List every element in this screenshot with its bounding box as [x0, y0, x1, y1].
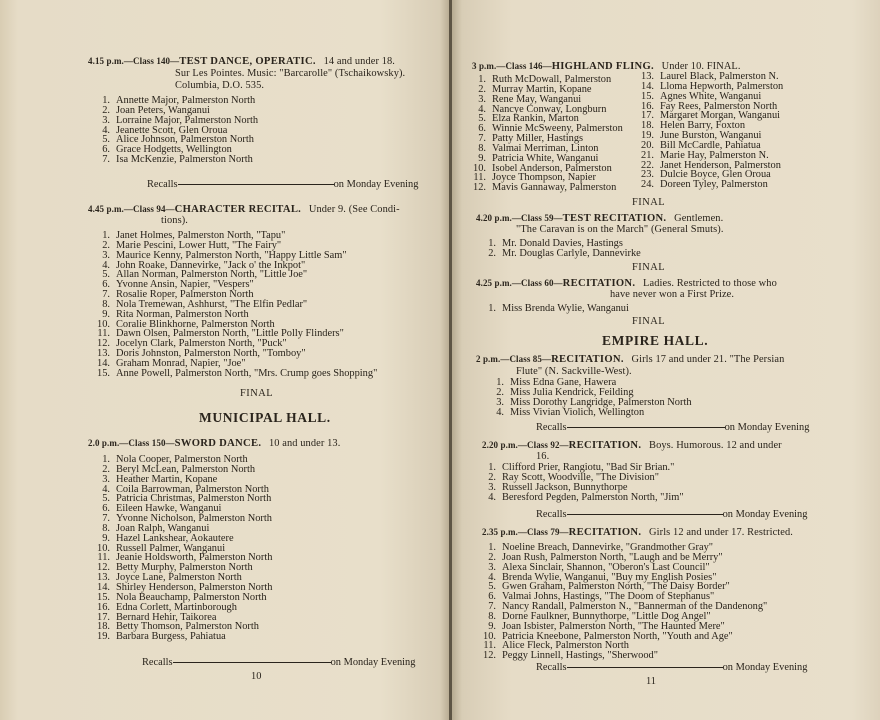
- entrant-name: Laurel Black, Palmerston N.: [660, 71, 779, 82]
- entrant-number: 15.: [641, 90, 654, 102]
- entrant-name: Peggy Linnell, Hastings, "Sherwood": [502, 650, 658, 662]
- entrant-number: 3.: [102, 249, 110, 261]
- class-92-title: RECITATION.: [568, 440, 642, 451]
- entrant-number: 3.: [478, 93, 486, 105]
- entrant-name: Patricia White, Wanganui: [492, 152, 599, 164]
- recalls-time: on Monday Evening: [722, 509, 808, 520]
- entrant-name: Winnie McSweeny, Palmerston: [492, 123, 623, 135]
- entrant-number: 14.: [97, 581, 110, 593]
- entrant-number: 5.: [102, 134, 110, 146]
- entrant-name: June Burston, Wanganui: [660, 130, 762, 142]
- entrant-name: Valmai Merriman, Linton: [492, 142, 599, 154]
- entrant-list-item: [88, 369, 377, 379]
- entrant-name: Joan Ralph, Wanganui: [116, 522, 210, 534]
- entrant-number: 22.: [641, 159, 654, 171]
- entrant-name: Miss Julia Kendrick, Feilding: [510, 386, 634, 398]
- entrant-number: 24.: [641, 179, 654, 191]
- class-85-header: [476, 354, 784, 365]
- entrant-name: Lorraine Major, Palmerston North: [116, 114, 259, 126]
- entrant-number: 4.: [102, 483, 110, 495]
- entrant-name: Patricia Christmas, Palmerston North: [116, 493, 272, 505]
- entrant-number: 7.: [478, 133, 486, 145]
- entrant-number: 23.: [641, 169, 654, 181]
- recalls-time: on Monday Evening: [330, 657, 416, 668]
- class-150-recalls: [142, 657, 415, 668]
- entrant-name: Margaret Morgan, Wanganui: [660, 110, 781, 122]
- entrant-number: 1.: [488, 303, 496, 314]
- class-60-title: RECITATION.: [562, 278, 636, 289]
- entrant-name: Patty Miller, Hastings: [492, 133, 584, 145]
- entrant-name: Betty Murphy, Palmerston North: [116, 562, 253, 574]
- entrant-name: Doreen Tyley, Palmerston: [660, 179, 768, 191]
- entrant-number: 19.: [97, 631, 110, 643]
- recalls-label: Recalls: [536, 422, 567, 433]
- entrant-name: Nola Tremewan, Ashhurst, "The Elfin Pedlar": [116, 298, 308, 310]
- class-140-header: [88, 56, 395, 67]
- entrant-name: Agnes White, Wanganui: [660, 90, 762, 102]
- class-79-conditions: Girls 12 and under 17. Restricted.: [649, 527, 793, 538]
- entrant-number: 7.: [102, 154, 110, 166]
- entrant-name: Beryl McLean, Palmerston North: [116, 463, 256, 475]
- entrant-number: 8.: [478, 142, 486, 154]
- entrant-name: Lloma Hepworth, Palmerston: [660, 80, 784, 92]
- entrant-number: 11.: [483, 640, 496, 652]
- entrant-name: Anne Powell, Palmerston North, "Mrs. Crump goes Shopping": [116, 367, 378, 379]
- entrant-name: Rosalie Roper, Palmerston North: [116, 289, 254, 301]
- class-146-time: 3 p.m.—Class 146—: [472, 61, 552, 71]
- entrant-name: Allan Norman, Palmerston North, "Little Joe": [116, 269, 308, 281]
- entrant-number: 1.: [102, 454, 110, 465]
- entrant-name: Alexa Sinclair, Shannon, "Oberon's Last Council": [502, 561, 710, 573]
- entrant-name: Clifford Prier, Rangiotu, "Bad Sir Brian.": [502, 462, 675, 473]
- empire-hall-heading: EMPIRE HALL.: [602, 333, 709, 348]
- entrant-number: 2.: [102, 239, 110, 251]
- class-60-conditions-cont: have never won a First Prize.: [610, 289, 735, 300]
- entrant-number: 1.: [102, 95, 110, 106]
- entrant-number: 19.: [641, 130, 654, 142]
- class-94-time: 4.45 p.m.—Class 94—: [88, 204, 175, 214]
- entrant-number: 5.: [478, 113, 486, 125]
- class-146-title: HIGHLAND FLING.: [551, 61, 654, 72]
- entrant-number: 8.: [488, 610, 496, 622]
- entrant-number: 7.: [102, 289, 110, 301]
- entrant-name: Valmai Johns, Hastings, "The Doom of Stephanus": [502, 591, 715, 603]
- entrant-name: Russell Jackson, Bunnythorpe: [502, 481, 628, 493]
- entrant-name: Yvonne Ansin, Napier, "Vespers": [116, 279, 254, 291]
- class-92-time: 2.20 p.m.—Class 92—: [482, 440, 569, 450]
- entrant-number: 1.: [478, 74, 486, 85]
- class-94-final: FINAL: [240, 388, 274, 399]
- entrant-number: 9.: [488, 620, 496, 632]
- entrant-name: Gwen Graham, Palmerston North, "The Daisy Border": [502, 581, 730, 593]
- entrant-name: Elza Rankin, Marton: [492, 113, 579, 125]
- entrant-number: 2.: [488, 551, 496, 563]
- entrant-name: Ray Scott, Woodville, "The Division": [502, 471, 659, 483]
- entrant-number: 10.: [97, 318, 110, 330]
- entrant-number: 2.: [488, 247, 496, 259]
- entrant-name: Russell Palmer, Wanganui: [116, 542, 226, 554]
- entrant-number: 12.: [97, 338, 110, 350]
- class-85-conditions: Girls 17 and under 21. "The Persian: [631, 354, 785, 365]
- entrant-number: 13.: [97, 348, 110, 360]
- entrant-list-item: [474, 249, 641, 259]
- entrant-name: Nancy Randall, Palmerston N., "Bannerman of the Dandenong": [502, 601, 768, 613]
- class-140-title: TEST DANCE, OPERATIC.: [179, 56, 316, 67]
- entrant-number: 12.: [473, 182, 486, 194]
- entrant-number: 5.: [488, 581, 496, 593]
- class-85-title: RECITATION.: [551, 354, 624, 365]
- entrant-number: 9.: [102, 532, 110, 544]
- entrant-name: Joan Isbister, Palmerston North, "The Haunted Mere": [502, 620, 725, 632]
- entrant-name: Eileen Hawke, Wanganui: [116, 503, 222, 515]
- entrant-number: 1.: [488, 238, 496, 249]
- class-146-entrants-col2: [632, 72, 783, 190]
- right-page: [452, 0, 880, 720]
- entrant-number: 16.: [641, 100, 654, 112]
- entrant-number: 9.: [102, 308, 110, 320]
- entrant-number: 3.: [496, 396, 504, 408]
- entrant-list-item: [474, 304, 629, 314]
- class-59-header: [476, 213, 723, 224]
- entrant-name: Isobel Anderson, Palmerston: [492, 162, 612, 174]
- entrant-number: 17.: [641, 110, 654, 122]
- entrant-number: 1.: [102, 230, 110, 241]
- class-79-entrants: [474, 543, 767, 661]
- entrant-name: Miss Vivian Violich, Wellington: [510, 406, 645, 418]
- page-number: 10: [251, 671, 262, 682]
- entrant-list-item: [88, 632, 272, 642]
- entrant-name: Brenda Wylie, Wanganui, "Buy my English Posies": [502, 571, 717, 583]
- class-146-entrants-col1: [464, 75, 623, 193]
- class-59-entrants: [474, 239, 641, 259]
- entrant-number: 1.: [496, 377, 504, 388]
- entrant-name: Grace Hodgetts, Wellington: [116, 144, 232, 156]
- entrant-list-item: [632, 180, 783, 190]
- entrant-number: 2.: [102, 463, 110, 475]
- entrant-number: 13.: [97, 572, 110, 584]
- entrant-number: 11.: [97, 552, 110, 564]
- class-60-header: [476, 278, 777, 289]
- entrant-name: Jocelyn Clark, Palmerston North, "Puck": [116, 338, 287, 350]
- entrant-name: Miss Edna Gane, Hawera: [510, 377, 617, 388]
- entrant-number: 8.: [102, 522, 110, 534]
- class-85-recalls: [536, 422, 809, 433]
- class-150-conditions: 10 and under 13.: [268, 438, 341, 449]
- entrant-number: 7.: [488, 601, 496, 613]
- class-150-title: SWORD DANCE.: [174, 438, 262, 449]
- entrant-name: Beresford Pegden, Palmerston North, "Jim": [502, 491, 684, 503]
- entrant-name: Isa McKenzie, Palmerston North: [116, 154, 253, 166]
- recalls-label: Recalls: [536, 509, 567, 520]
- entrant-name: Ruth McDowall, Palmerston: [492, 74, 612, 85]
- entrant-name: Joan Peters, Wanganui: [116, 104, 210, 116]
- entrant-number: 10.: [483, 630, 496, 642]
- class-94-header: [88, 204, 400, 215]
- entrant-number: 11.: [473, 172, 486, 184]
- class-79-time: 2.35 p.m.—Class 79—: [482, 527, 569, 537]
- entrant-name: Annette Major, Palmerston North: [116, 95, 256, 106]
- entrant-number: 1.: [488, 542, 496, 553]
- entrant-name: Dorne Faulkner, Bunnythorpe, "Little Dog Angel": [502, 610, 711, 622]
- entrant-name: Graham Monrad, Napier, "Joe": [116, 357, 246, 369]
- class-140-recalls: [147, 179, 418, 190]
- entrant-name: Rita Norman, Palmerston North: [116, 308, 249, 320]
- entrant-number: 2.: [488, 471, 496, 483]
- entrant-number: 2.: [496, 386, 504, 398]
- entrant-name: Nola Beauchamp, Palmerston North: [116, 591, 267, 603]
- entrant-number: 5.: [102, 493, 110, 505]
- class-59-final: FINAL: [632, 262, 666, 273]
- entrant-name: Alice Johnson, Palmerston North: [116, 134, 254, 146]
- recalls-time: on Monday Evening: [724, 422, 810, 433]
- entrant-list-item: [88, 155, 258, 165]
- entrant-number: 15.: [97, 591, 110, 603]
- entrant-list-item: [464, 183, 623, 193]
- entrant-number: 4.: [488, 571, 496, 583]
- class-140-record: Columbia, D.O. 535.: [175, 80, 265, 91]
- entrant-name: Joyce Lane, Palmerston North: [116, 572, 242, 584]
- entrant-number: 18.: [97, 621, 110, 633]
- class-146-conditions: Under 10. FINAL.: [661, 61, 741, 72]
- entrant-name: Edna Corlett, Martinborough: [116, 601, 237, 613]
- recalls-time: on Monday Evening: [333, 179, 419, 190]
- entrant-list-item: [482, 408, 692, 418]
- entrant-list-item: [474, 493, 684, 503]
- entrant-number: 4.: [496, 406, 504, 418]
- entrant-number: 4.: [488, 491, 496, 503]
- entrant-name: Noeline Breach, Dannevirke, "Grandmother Gray": [502, 542, 714, 553]
- class-94-entrants: [88, 231, 377, 379]
- class-60-conditions: Ladies. Restricted to those who: [643, 278, 777, 289]
- entrant-number: 9.: [478, 152, 486, 164]
- class-146-final: FINAL: [632, 197, 666, 208]
- entrant-number: 14.: [641, 80, 654, 92]
- entrant-name: Mr. Douglas Carlyle, Dannevirke: [502, 247, 641, 259]
- entrant-number: 17.: [97, 611, 110, 623]
- page-number: 11: [646, 676, 657, 687]
- entrant-name: Janet Holmes, Palmerston North, "Tapu": [116, 230, 286, 241]
- entrant-name: Jeanie Holdsworth, Palmerston North: [116, 552, 273, 564]
- entrant-name: Bernard Hehir, Taikorea: [116, 611, 217, 623]
- class-79-header: [482, 527, 793, 538]
- class-92-recalls: [536, 509, 807, 520]
- class-140-conditions: 14 and under 18.: [323, 56, 395, 67]
- entrant-name: Mavis Gannaway, Palmerston: [492, 182, 617, 194]
- entrant-name: Alice Fleck, Palmerston North: [502, 640, 629, 652]
- class-140-entrants: [88, 96, 258, 165]
- class-85-time: 2 p.m.—Class 85—: [476, 354, 552, 364]
- entrant-number: 6.: [102, 279, 110, 291]
- entrant-name: Dawn Olsen, Palmerston North, "Little Polly Flinders": [116, 328, 344, 340]
- class-79-recalls: [536, 662, 807, 673]
- recalls-time: on Monday Evening: [722, 662, 808, 673]
- entrant-number: 10.: [473, 162, 486, 174]
- class-85-piece: Flute" (N. Sackville-West).: [516, 366, 632, 377]
- entrant-name: Betty Thomson, Palmerston North: [116, 621, 259, 633]
- entrant-list-item: [474, 651, 767, 661]
- entrant-name: Coila Barrowman, Palmerston North: [116, 483, 269, 495]
- entrant-name: Joyce Thompson, Napier: [492, 172, 596, 184]
- entrant-number: 18.: [641, 120, 654, 132]
- class-60-time: 4.25 p.m.—Class 60—: [476, 278, 563, 288]
- entrant-name: Bill McCardle, Pahiatua: [660, 139, 761, 151]
- entrant-number: 12.: [483, 650, 496, 662]
- entrant-name: Yvonne Nicholson, Palmerston North: [116, 513, 272, 525]
- entrant-number: 15.: [97, 367, 110, 379]
- entrant-name: Murray Martin, Kopane: [492, 83, 592, 95]
- entrant-name: Heather Martin, Kopane: [116, 473, 218, 485]
- entrant-name: Nancye Conway, Longburn: [492, 103, 607, 115]
- entrant-name: Rene May, Wanganui: [492, 93, 582, 105]
- class-94-conditions-cont: tions).: [161, 215, 188, 226]
- entrant-name: Shirley Henderson, Palmerston North: [116, 581, 273, 593]
- class-150-entrants: [88, 455, 272, 642]
- class-85-entrants: [482, 378, 692, 417]
- entrant-name: Maurice Kenny, Palmerston North, "Happy Little Sam": [116, 249, 347, 261]
- entrant-name: Helen Barry, Foxton: [660, 120, 746, 132]
- class-59-title: TEST RECITATION.: [562, 213, 667, 224]
- class-150-time: 2.0 p.m.—Class 150—: [88, 438, 175, 448]
- class-92-entrants: [474, 463, 684, 502]
- class-92-conditions-cont: 16.: [536, 451, 550, 462]
- class-59-time: 4.20 p.m.—Class 59—: [476, 213, 563, 223]
- entrant-name: Barbara Burgess, Pahiatua: [116, 631, 226, 643]
- class-59-conditions: Gentlemen.: [674, 213, 724, 224]
- entrant-name: Nola Cooper, Palmerston North: [116, 454, 248, 465]
- class-94-conditions: Under 9. (See Condi-: [308, 204, 400, 215]
- entrant-number: 3.: [488, 561, 496, 573]
- class-150-header: [88, 438, 340, 449]
- entrant-number: 3.: [488, 481, 496, 493]
- recalls-label: Recalls: [536, 662, 567, 673]
- entrant-number: 16.: [97, 601, 110, 613]
- entrant-number: 3.: [102, 114, 110, 126]
- class-94-title: CHARACTER RECITAL.: [174, 204, 302, 215]
- recalls-label: Recalls: [142, 657, 173, 668]
- class-92-header: [482, 440, 782, 451]
- entrant-number: 6.: [488, 591, 496, 603]
- entrant-number: 5.: [102, 269, 110, 281]
- entrant-number: 4.: [102, 124, 110, 136]
- entrant-name: Patricia Kneebone, Palmerston North, "Youth and Age": [502, 630, 733, 642]
- class-79-title: RECITATION.: [568, 527, 642, 538]
- entrant-name: Jeanette Scott, Glen Oroua: [116, 124, 228, 136]
- entrant-number: 6.: [102, 144, 110, 156]
- class-60-final: FINAL: [632, 316, 666, 327]
- entrant-name: Marie Hay, Palmerston N.: [660, 149, 769, 161]
- class-92-conditions: Boys. Humorous. 12 and under: [649, 440, 782, 451]
- entrant-number: 2.: [478, 83, 486, 95]
- class-140-time: 4.15 p.m.—Class 140—: [88, 56, 180, 66]
- entrant-number: 3.: [102, 473, 110, 485]
- entrant-number: 14.: [97, 357, 110, 369]
- entrant-number: 7.: [102, 513, 110, 525]
- entrant-number: 20.: [641, 139, 654, 151]
- entrant-number: 21.: [641, 149, 654, 161]
- entrant-number: 1.: [488, 462, 496, 473]
- recalls-label: Recalls: [147, 179, 178, 190]
- entrant-number: 4.: [102, 259, 110, 271]
- entrant-name: Mr. Donald Davies, Hastings: [502, 238, 623, 249]
- entrant-name: Coralie Blinkhorne, Palmerston North: [116, 318, 275, 330]
- municipal-hall-heading: MUNICIPAL HALL.: [199, 410, 331, 425]
- entrant-number: 11.: [97, 328, 110, 340]
- entrant-name: Doris Johnston, Palmerston North, "Tomboy": [116, 348, 306, 360]
- entrant-number: 6.: [102, 503, 110, 515]
- entrant-name: Fay Rees, Palmerston North: [660, 100, 778, 112]
- entrant-number: 8.: [102, 298, 110, 310]
- entrant-number: 4.: [478, 103, 486, 115]
- entrant-name: Joan Rush, Palmerston North, "Laugh and be Merry": [502, 551, 723, 563]
- class-59-piece: "The Caravan is on the March" (General Smuts).: [516, 224, 724, 235]
- entrant-number: 12.: [97, 562, 110, 574]
- entrant-name: Dulcie Boyce, Glen Oroua: [660, 169, 771, 181]
- entrant-name: Miss Dorothy Langridge, Palmerston North: [510, 396, 692, 408]
- entrant-number: 6.: [478, 123, 486, 135]
- entrant-name: Janet Henderson, Palmerston: [660, 159, 781, 171]
- entrant-name: John Roake, Dannevirke, "Jack o' the Inkpot": [116, 259, 306, 271]
- class-60-entrants: [474, 304, 629, 314]
- entrant-number: 2.: [102, 104, 110, 116]
- entrant-number: 10.: [97, 542, 110, 554]
- entrant-name: Marie Pescini, Lower Hutt, "The Fairy": [116, 239, 282, 251]
- entrant-name: Miss Brenda Wylie, Wanganui: [502, 303, 629, 314]
- entrant-number: 13.: [641, 71, 654, 82]
- class-140-music: Sur Les Pointes. Music: "Barcarolle" (Tschaikowsky).: [175, 68, 406, 79]
- entrant-name: Hazel Lankshear, Aokautere: [116, 532, 234, 544]
